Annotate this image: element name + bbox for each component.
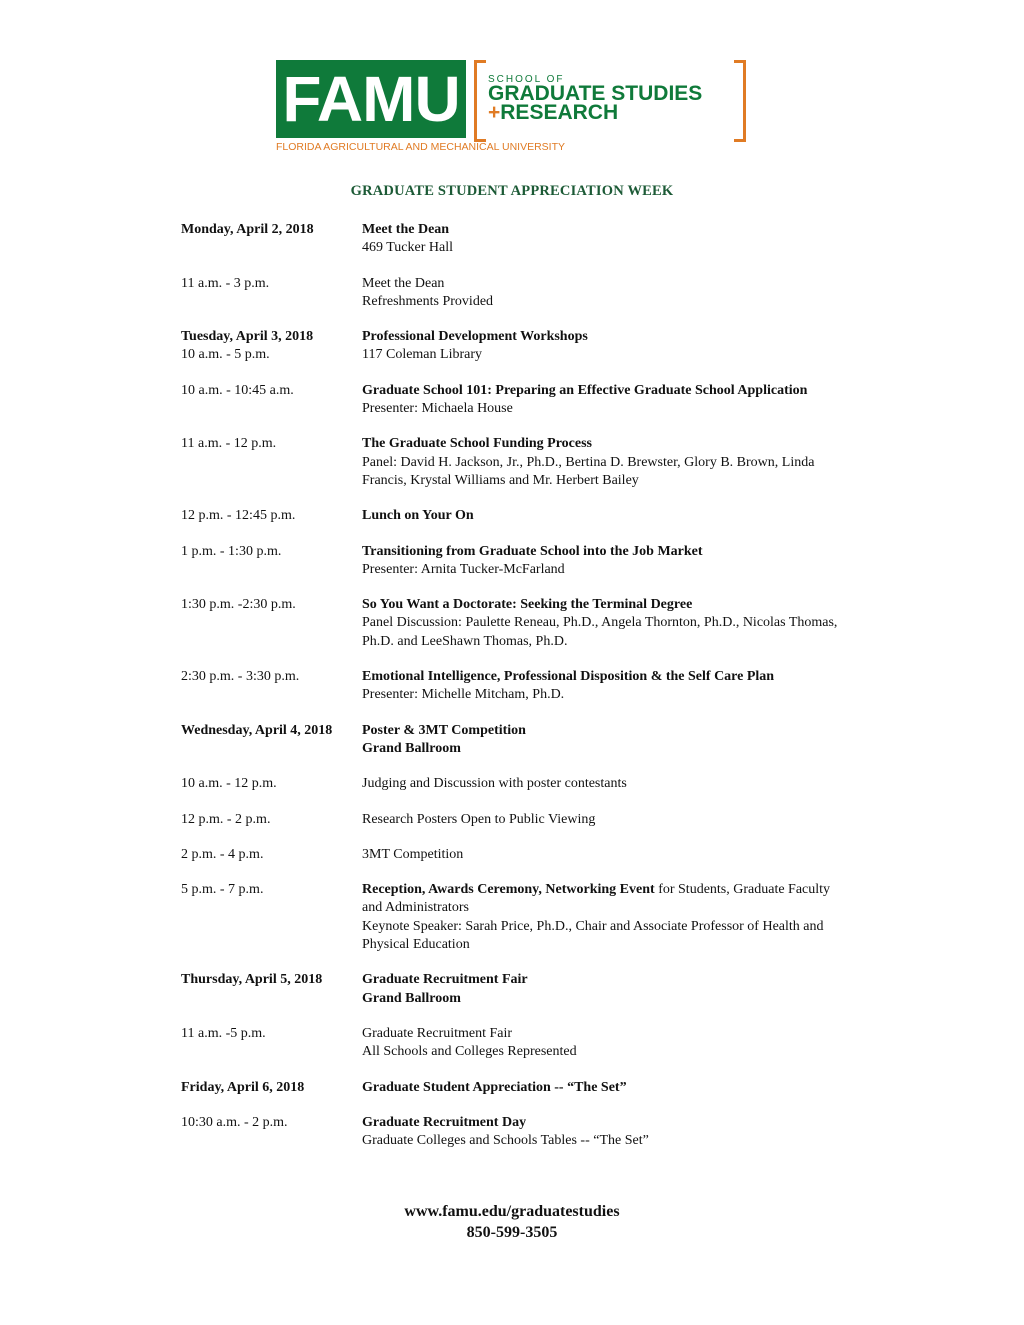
schedule-detail-text: Emotional Intelligence, Professional Disposition & the Self Care Plan — [362, 669, 775, 685]
schedule-detail-line — [362, 811, 921, 829]
schedule-row — [181, 722, 921, 759]
schedule-detail-text: 3MT Competition — [362, 846, 464, 862]
schedule-row-time — [181, 275, 362, 312]
schedule-row-time — [181, 507, 362, 525]
schedule-row-time-label: 11 a.m. -5 p.m. — [181, 1025, 266, 1041]
logo-title-line-2: RESEARCH — [500, 101, 619, 124]
schedule-detail-line — [362, 400, 921, 418]
schedule-row-time-label: Tuesday, April 3, 2018 — [181, 329, 314, 345]
schedule-detail-text: Panel: David H. Jackson, Jr., Ph.D., Bertina D. Brewster, Glory B. Brown, Linda — [362, 454, 815, 470]
schedule-detail-line — [362, 1132, 921, 1150]
schedule-detail-line — [362, 881, 921, 899]
schedule-row — [181, 543, 921, 580]
schedule-row-details — [362, 846, 921, 864]
schedule-row-time-label: 11 a.m. - 12 p.m. — [181, 436, 277, 452]
schedule-row-time — [181, 881, 362, 954]
schedule-detail-text: Ph.D. and LeeShawn Thomas, Ph.D. — [362, 633, 568, 649]
schedule-detail-line — [362, 722, 921, 740]
schedule-detail-text: Graduate School 101: Preparing an Effective Graduate School Application — [362, 382, 808, 398]
schedule-row — [181, 811, 921, 829]
schedule-detail-text: Francis, Krystal Williams and Mr. Herbert Bailey — [362, 472, 639, 488]
schedule-row-time — [181, 543, 362, 580]
schedule-detail-line — [362, 543, 921, 561]
schedule-row-time — [181, 722, 362, 759]
schedule-row-time — [181, 435, 362, 490]
schedule-row-details — [362, 881, 921, 954]
logo-title-line-1: GRADUATE STUDIES — [488, 82, 703, 105]
schedule-detail-text: Reception, Awards Ceremony, Networking Event — [362, 882, 655, 898]
schedule-row-time-label: 10 a.m. - 12 p.m. — [181, 776, 277, 792]
schedule-row — [181, 328, 921, 365]
logo-university-name: FLORIDA AGRICULTURAL AND MECHANICAL UNIVERSITY — [276, 141, 566, 153]
schedule-row — [181, 382, 921, 419]
schedule-detail-line — [362, 936, 921, 954]
schedule-row-time-label: 10:30 a.m. - 2 p.m. — [181, 1114, 288, 1130]
schedule-row-details — [362, 596, 921, 651]
schedule-detail-text: Graduate Recruitment Day — [362, 1114, 527, 1130]
footer — [0, 1201, 1024, 1243]
schedule-detail-text: Graduate Student Appreciation -- “The Set” — [362, 1079, 627, 1095]
logo-school-of: SCHOOL OF — [488, 74, 565, 85]
schedule-detail-line — [362, 596, 921, 614]
schedule-row-details — [362, 435, 921, 490]
schedule-detail-text: Presenter: Michaela House — [362, 401, 513, 417]
logo-title — [488, 84, 702, 122]
schedule-detail-text: Meet the Dean — [362, 222, 450, 237]
schedule-detail-line — [362, 293, 921, 311]
schedule-row — [181, 775, 921, 793]
schedule — [181, 221, 921, 1167]
schedule-detail-line — [362, 668, 921, 686]
footer-url[interactable]: www.famu.edu/graduatestudies — [404, 1203, 620, 1220]
schedule-row — [181, 435, 921, 490]
schedule-row-details — [362, 811, 921, 829]
schedule-row-time — [181, 668, 362, 705]
logo-left-bracket — [474, 60, 486, 142]
schedule-row — [181, 275, 921, 312]
schedule-detail-text: Panel Discussion: Paulette Reneau, Ph.D., Angela Thornton, Ph.D., Nicolas Thomas, — [362, 615, 838, 631]
schedule-detail-line — [362, 633, 921, 651]
schedule-detail-suffix: for Students, Graduate Faculty — [654, 882, 831, 898]
schedule-detail-line — [362, 472, 921, 490]
schedule-row-time-label: 12 p.m. - 12:45 p.m. — [181, 508, 296, 524]
schedule-row-time — [181, 1025, 362, 1062]
schedule-row-details — [362, 543, 921, 580]
schedule-row-details — [362, 668, 921, 705]
schedule-row-details — [362, 328, 921, 365]
schedule-row — [181, 881, 921, 954]
schedule-detail-text: Physical Education — [362, 937, 470, 953]
schedule-row-time — [181, 1114, 362, 1151]
schedule-detail-text: So You Want a Doctorate: Seeking the Terminal Degree — [362, 597, 693, 613]
schedule-detail-line — [362, 740, 921, 758]
schedule-detail-text: Grand Ballroom — [362, 740, 461, 756]
schedule-row-details — [362, 722, 921, 759]
schedule-detail-line — [362, 239, 921, 257]
schedule-detail-line — [362, 507, 921, 525]
schedule-row-time-label: Wednesday, April 4, 2018 — [181, 722, 333, 738]
schedule-row-time-label: Thursday, April 5, 2018 — [181, 972, 323, 988]
schedule-detail-text: Research Posters Open to Public Viewing — [362, 811, 596, 827]
schedule-row — [181, 668, 921, 705]
schedule-row — [181, 507, 921, 525]
schedule-row-details — [362, 971, 921, 1008]
schedule-detail-line — [362, 846, 921, 864]
schedule-row — [181, 1025, 921, 1062]
schedule-detail-line — [362, 1114, 921, 1132]
schedule-row-time-label: 1:30 p.m. -2:30 p.m. — [181, 597, 296, 613]
logo-plus: + — [488, 101, 501, 124]
schedule-row-time-label: Friday, April 6, 2018 — [181, 1079, 305, 1095]
schedule-row-details — [362, 775, 921, 793]
schedule-detail-line — [362, 686, 921, 704]
schedule-detail-text: Poster & 3MT Competition — [362, 722, 526, 738]
schedule-row-time — [181, 775, 362, 793]
schedule-detail-text: Keynote Speaker: Sarah Price, Ph.D., Chair and Associate Professor of Health and — [362, 918, 824, 934]
schedule-row-time — [181, 971, 362, 1008]
schedule-detail-text: Meet the Dean — [362, 275, 445, 291]
schedule-row-time-label: 1 p.m. - 1:30 p.m. — [181, 543, 282, 559]
schedule-detail-text: Graduate Recruitment Fair — [362, 1025, 513, 1041]
schedule-detail-line — [362, 971, 921, 989]
schedule-row-time — [181, 382, 362, 419]
schedule-detail-line — [362, 221, 921, 239]
schedule-detail-line — [362, 1079, 921, 1097]
schedule-row-time-label: 2 p.m. - 4 p.m. — [181, 846, 264, 862]
schedule-detail-line — [362, 990, 921, 1008]
schedule-detail-text: Graduate Colleges and Schools Tables -- “The Set” — [362, 1133, 649, 1149]
schedule-detail-text: Transitioning from Graduate School into the Job Market — [362, 543, 703, 559]
schedule-row-time — [181, 221, 362, 258]
schedule-detail-text: Judging and Discussion with poster contestants — [362, 776, 627, 792]
schedule-row-details — [362, 1025, 921, 1062]
schedule-detail-text: All Schools and Colleges Represented — [362, 1044, 577, 1060]
schedule-detail-line — [362, 435, 921, 453]
logo-brand: FAMU — [276, 60, 466, 138]
schedule-row-time-sub: 10 a.m. - 5 p.m. — [181, 347, 270, 363]
schedule-row-time-label: 10 a.m. - 10:45 a.m. — [181, 382, 294, 398]
page-title: GRADUATE STUDENT APPRECIATION WEEK — [350, 183, 674, 199]
schedule-row-details — [362, 1079, 921, 1097]
schedule-detail-text: Graduate Recruitment Fair — [362, 972, 528, 988]
schedule-row-details — [362, 1114, 921, 1151]
schedule-detail-text: Presenter: Michelle Mitcham, Ph.D. — [362, 687, 565, 703]
schedule-detail-text: and Administrators — [362, 900, 469, 916]
schedule-row-time-label: Monday, April 2, 2018 — [181, 222, 314, 237]
schedule-row — [181, 1079, 921, 1097]
famu-logo — [276, 60, 756, 160]
schedule-row-time-label: 11 a.m. - 3 p.m. — [181, 275, 270, 291]
schedule-row-time-label: 2:30 p.m. - 3:30 p.m. — [181, 669, 300, 685]
logo-right-bracket — [734, 60, 746, 142]
schedule-row — [181, 596, 921, 651]
schedule-detail-text: Lunch on Your On — [362, 508, 474, 524]
schedule-detail-line — [362, 454, 921, 472]
schedule-row — [181, 971, 921, 1008]
schedule-detail-line — [362, 775, 921, 793]
schedule-detail-line — [362, 561, 921, 579]
schedule-detail-text: The Graduate School Funding Process — [362, 436, 592, 452]
schedule-detail-text: Refreshments Provided — [362, 293, 494, 309]
schedule-row — [181, 221, 921, 258]
schedule-row-details — [362, 221, 921, 258]
schedule-row-details — [362, 275, 921, 312]
schedule-row — [181, 1114, 921, 1151]
schedule-row-time — [181, 846, 362, 864]
schedule-detail-text: Grand Ballroom — [362, 990, 461, 1006]
schedule-row-time — [181, 596, 362, 651]
schedule-detail-line — [362, 1043, 921, 1061]
schedule-detail-line — [362, 1025, 921, 1043]
schedule-detail-line — [362, 918, 921, 936]
schedule-row-time-label: 5 p.m. - 7 p.m. — [181, 882, 264, 898]
schedule-detail-text: 469 Tucker Hall — [362, 240, 453, 256]
schedule-detail-line — [362, 614, 921, 632]
schedule-row-time — [181, 811, 362, 829]
schedule-row-time-label: 12 p.m. - 2 p.m. — [181, 811, 271, 827]
schedule-row-details — [362, 382, 921, 419]
schedule-row — [181, 846, 921, 864]
schedule-detail-line — [362, 328, 921, 346]
schedule-detail-line — [362, 275, 921, 293]
schedule-row-details — [362, 507, 921, 525]
schedule-detail-line — [362, 346, 921, 364]
schedule-row-time — [181, 328, 362, 365]
schedule-detail-text: Professional Development Workshops — [362, 329, 588, 345]
schedule-detail-text: Presenter: Arnita Tucker-McFarland — [362, 561, 565, 577]
footer-phone: 850-599-3505 — [466, 1224, 558, 1241]
schedule-row-time — [181, 1079, 362, 1097]
schedule-detail-text: 117 Coleman Library — [362, 347, 483, 363]
schedule-detail-line — [362, 899, 921, 917]
schedule-detail-line — [362, 382, 921, 400]
